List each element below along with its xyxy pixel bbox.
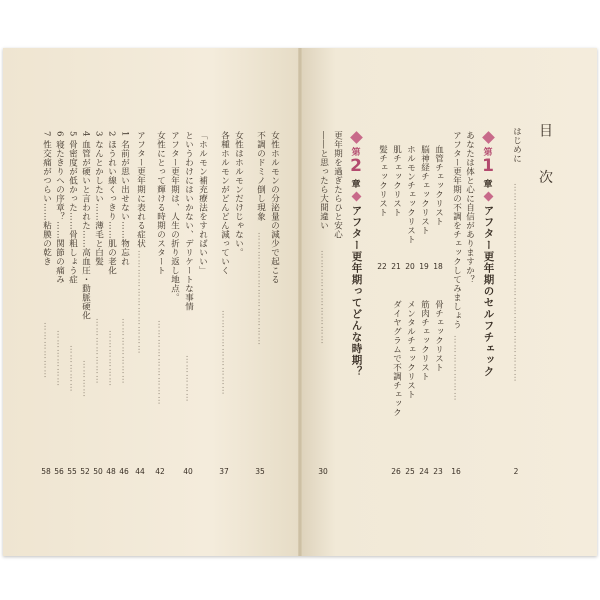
check-b-2-page: 24: [419, 467, 429, 476]
symptom-1: 1 名前が思い出せない……物忘れ: [119, 131, 130, 267]
sec-3-leader: ……………: [183, 355, 194, 403]
sec-3-page: 40: [183, 467, 193, 476]
ch1-line-2-page: 16: [451, 467, 461, 476]
check-b-4-page: 26: [391, 467, 401, 476]
front-matter-leader: ………………………………………………………: [511, 183, 522, 383]
symptom-4-leader: …………: [80, 360, 91, 398]
symptom-7: 7 性交痛がつらい……粘膜の乾き: [41, 131, 52, 267]
front-matter-page: 2: [513, 467, 519, 476]
sec-1-line-1: 女性ホルモンの分泌量の減少で起こる: [269, 131, 280, 284]
diamond-ornament-icon: [483, 192, 493, 202]
check-b-2: 筋肉チェックリスト: [419, 300, 430, 381]
chapter-2-title: アフター更年期ってどんな時期？: [350, 205, 363, 378]
symptom-5-leader: ……………: [67, 345, 78, 393]
chapter-2-badge: 第 2 章: [345, 133, 367, 200]
sec-5-page: 44: [135, 467, 145, 476]
symptom-3-page: 50: [93, 467, 103, 476]
diamond-ornament-icon: [351, 192, 361, 202]
check-a-5: 髪チェックリスト: [377, 145, 388, 217]
toc-title: 目 次: [537, 123, 553, 198]
symptom-4-page: 52: [80, 467, 90, 476]
sec-5-line-1: アフター更年期に表れる症状: [135, 131, 146, 248]
sec-2-page: 37: [219, 467, 229, 476]
chapter-1-title: アフター更年期のセルフチェック: [482, 205, 495, 378]
sec-1-page: 35: [255, 467, 265, 476]
check-b-1-page: 23: [433, 467, 443, 476]
sec-4-page: 42: [155, 467, 165, 476]
symptom-2-leader: ………………: [106, 330, 117, 387]
symptom-7-page: 58: [41, 467, 51, 476]
check-a-3-page: 20: [405, 262, 415, 271]
sec-3-line-2: というわけにはいかない、デリケートな事情: [183, 131, 194, 311]
book-spread: [3, 48, 597, 556]
symptom-6-leader: ………………: [54, 330, 65, 387]
symptom-5: 5 骨密度が低かった……骨粗しょう症: [67, 131, 78, 285]
check-a-4-page: 21: [391, 262, 401, 271]
check-a-2-page: 19: [419, 262, 429, 271]
front-matter-label: はじめに: [511, 127, 522, 163]
sec-4-leader: ………………………: [155, 320, 166, 406]
symptom-2: 2 ほうれい線くっきり……肌の老化: [106, 131, 117, 276]
sec-1-leader: ………………………………: [255, 232, 266, 346]
symptom-7-leader: ………………: [41, 322, 52, 379]
symptom-2-page: 48: [106, 467, 116, 476]
symptom-3: 3 なんとかしたい……薄毛と白髪: [93, 131, 104, 267]
check-a-1-page: 18: [433, 262, 443, 271]
book-gutter: [298, 48, 302, 556]
sec-2-leader: ………………………: [219, 310, 230, 396]
sec-5-leader: ……………………………: [135, 250, 146, 355]
sec-2-line-2: 各種ホルモンがどんどん減っていく: [219, 131, 230, 275]
check-b-1: 骨チェックリスト: [433, 300, 444, 372]
check-b-3: メンタルチェックリスト: [405, 300, 416, 399]
check-b-3-page: 25: [405, 467, 415, 476]
check-a-1: 血管チェックリスト: [433, 145, 444, 226]
ch1-line-2-leader: …………………: [451, 335, 462, 402]
sec-4-line-1: アフター更年期は、人生の折り返し地点。: [169, 131, 180, 302]
diamond-ornament-icon: [350, 131, 363, 144]
check-a-2: 脳神経チェックリスト: [419, 145, 430, 235]
sec-4-line-2: 女性にとって輝ける時期のスタート: [155, 131, 166, 275]
ch2-intro-1: 更年期を過ぎたらひと安心: [332, 131, 343, 239]
symptom-6: 6 寝たきりへの序章？……関節の痛み: [54, 131, 65, 285]
chapter-1-badge: 第 1 章: [477, 133, 499, 200]
symptom-1-leader: …………………: [119, 318, 130, 385]
sec-2-line-1: 女性はホルモンだけじゃない。: [233, 131, 244, 257]
ch2-intro-2: ――と思ったら大間違い: [318, 131, 329, 230]
check-b-4: ダイヤグラムで不調チェック: [391, 300, 402, 417]
check-a-5-page: 22: [377, 262, 387, 271]
sec-3-line-1: 「ホルモン補充療法をすればいい」: [197, 131, 208, 275]
check-a-3: ホルモンチェックリスト: [405, 145, 416, 244]
symptom-6-page: 56: [54, 467, 64, 476]
symptom-4: 4 血管が硬いと言われた……高血圧・動脈硬化: [80, 131, 91, 321]
ch2-intro-leader: …………………………: [318, 250, 329, 345]
symptom-5-page: 55: [67, 467, 77, 476]
symptom-3-leader: …………………: [93, 318, 104, 385]
ch1-line-1: あなたは体と心に自信がありますか？: [464, 131, 475, 284]
ch1-line-2: アフター更年期の不調をチェックしてみましょう: [451, 131, 462, 329]
symptom-1-page: 46: [119, 467, 129, 476]
sec-1-line-2: 不調のドミノ倒し現象: [255, 131, 266, 221]
ch2-intro-page: 30: [318, 467, 328, 476]
check-a-4: 肌チェックリスト: [391, 145, 402, 217]
diamond-ornament-icon: [482, 131, 495, 144]
